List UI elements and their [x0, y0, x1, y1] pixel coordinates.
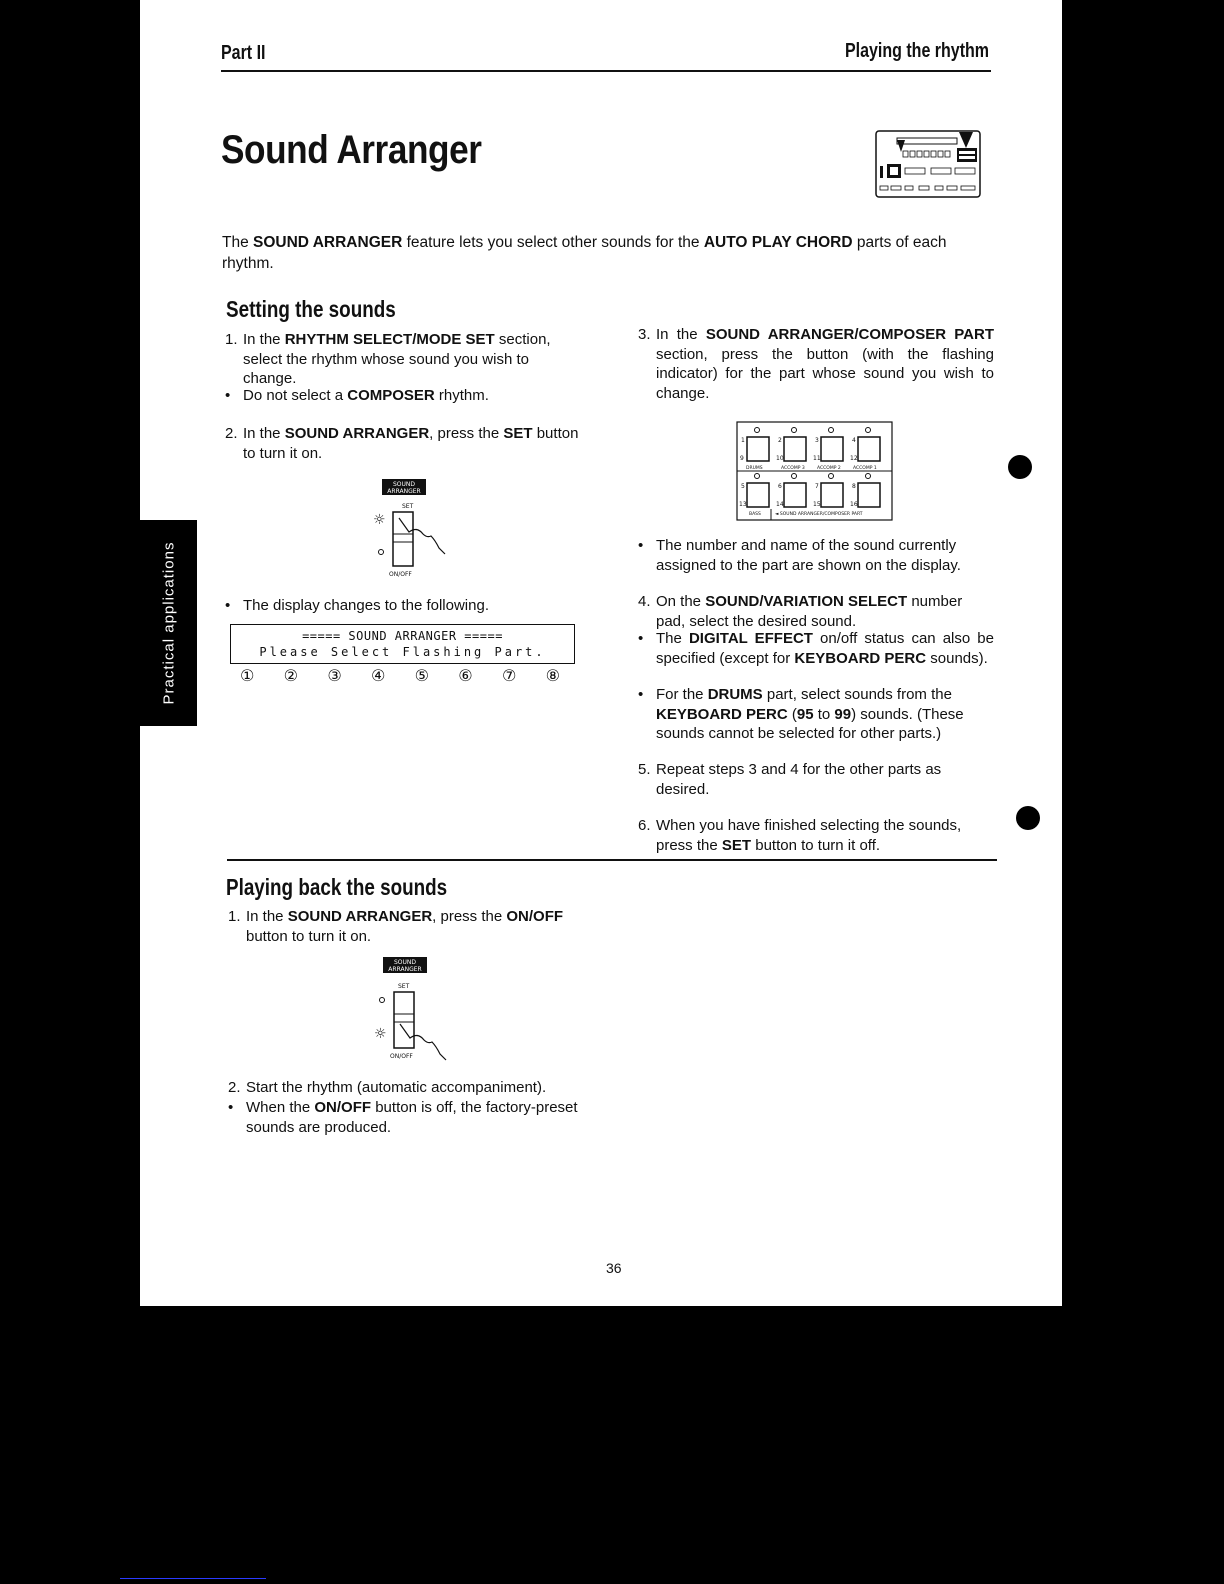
- page-number: 36: [606, 1260, 622, 1276]
- figure2-onoff-label: ON/OFF: [390, 1053, 413, 1060]
- step-4-note-1: • The DIGITAL EFFECT on/off status can also be specified (except for KEYBOARD PERC sounds).: [638, 630, 994, 667]
- step-1-note: • Do not select a COMPOSER rhythm.: [225, 387, 489, 404]
- composer-part-panel-figure: [735, 420, 915, 524]
- svg-text:13: 13: [739, 501, 747, 508]
- figure-badge-line2: ARRANGER: [387, 488, 421, 495]
- step-3: 3. In the SOUND ARRANGER/COMPOSER PART section, press the button (with the flashing indicator) for the part whose sound you wish to change.: [638, 326, 994, 402]
- playback-heading: Playing back the sounds: [226, 874, 448, 900]
- lcd-line-2: Please Select Flashing Part.: [259, 645, 546, 659]
- svg-text:9: 9: [740, 455, 744, 462]
- page-title: Sound Arranger: [221, 128, 482, 172]
- header-rule: [221, 70, 991, 72]
- lcd-display: [230, 624, 575, 664]
- svg-text:10: 10: [776, 455, 784, 462]
- side-tab-label: Practical applications: [160, 541, 177, 705]
- svg-text:8: 8: [852, 483, 856, 490]
- step-4-note-2: • For the DRUMS part, select sounds from the KEYBOARD PERC (95 to 99) sounds. (These sounds cannot be selected for other parts.): [638, 686, 964, 742]
- step-1: 1. In the RHYTHM SELECT/MODE SET section, select the rhythm whose sound you wish to change.: [225, 331, 551, 387]
- onoff-button-figure: [366, 954, 466, 1066]
- svg-text:7: 7: [815, 483, 819, 490]
- intro-paragraph: The SOUND ARRANGER feature lets you select other sounds for the AUTO PLAY CHORD parts of each rhythm.: [222, 234, 947, 272]
- lcd-position-numbers: ① ② ③ ④ ⑤ ⑥ ⑦ ⑧: [240, 668, 560, 685]
- svg-text:1: 1: [741, 437, 745, 444]
- svg-text:11: 11: [813, 455, 821, 462]
- svg-text:4: 4: [852, 437, 856, 444]
- part-label: Part II: [221, 42, 266, 64]
- svg-text:DRUMS: DRUMS: [746, 466, 763, 471]
- margin-dot: [1008, 455, 1032, 479]
- figure-badge-line1: SOUND: [392, 481, 416, 488]
- lcd-line-1: ===== SOUND ARRANGER =====: [302, 629, 503, 643]
- manual-page: [140, 0, 1062, 1306]
- margin-dot: [1016, 806, 1040, 830]
- figure2-badge-line2: ARRANGER: [388, 966, 422, 973]
- svg-text:BASS: BASS: [749, 512, 761, 517]
- step-6: 6. When you have finished selecting the sounds, press the SET button to turn it off.: [638, 817, 962, 854]
- playback-step-2: 2. Start the rhythm (automatic accompaniment).: [228, 1079, 547, 1096]
- svg-text:16: 16: [850, 501, 858, 508]
- figure2-set-label: SET: [398, 983, 410, 990]
- step-5: 5. Repeat steps 3 and 4 for the other parts as desired.: [638, 761, 942, 798]
- svg-text:2: 2: [778, 437, 782, 444]
- step-4: 4. On the SOUND/VARIATION SELECT number pad, select the desired sound.: [638, 593, 963, 630]
- bottom-link-line: [120, 1578, 266, 1579]
- playback-step-1: 1. In the SOUND ARRANGER, press the ON/OFF button to turn it on.: [228, 908, 564, 945]
- step-2: 2. In the SOUND ARRANGER, press the SET button to turn it on.: [225, 425, 579, 462]
- svg-text:ACCOMP 1: ACCOMP 1: [853, 466, 877, 471]
- svg-text:☼: ☼: [374, 1026, 387, 1042]
- set-button-figure: [365, 476, 465, 582]
- section-rule: [227, 859, 997, 861]
- svg-text:12: 12: [850, 455, 858, 462]
- svg-text:15: 15: [813, 501, 821, 508]
- step-3-note: • The number and name of the sound currently assigned to the part are shown on the display.: [638, 537, 961, 574]
- svg-text:◄ SOUND ARRANGER/COMPOSER PART: ◄ SOUND ARRANGER/COMPOSER PART: [775, 512, 863, 517]
- svg-text:6: 6: [778, 483, 782, 490]
- svg-text:3: 3: [815, 437, 819, 444]
- svg-text:ACCOMP 2: ACCOMP 2: [817, 466, 841, 471]
- setting-heading: Setting the sounds: [226, 296, 396, 322]
- figure-set-label: SET: [402, 503, 414, 510]
- step-2-note: • The display changes to the following.: [225, 597, 489, 614]
- control-panel-icon: [875, 130, 981, 200]
- svg-text:5: 5: [741, 483, 745, 490]
- side-tab: [140, 520, 197, 726]
- figure2-badge-line1: SOUND: [393, 959, 417, 966]
- svg-text:ACCOMP 3: ACCOMP 3: [781, 466, 805, 471]
- figure-onoff-label: ON/OFF: [389, 571, 412, 578]
- svg-text:14: 14: [776, 501, 784, 508]
- svg-text:☼: ☼: [373, 512, 386, 528]
- playback-step-2-note: • When the ON/OFF button is off, the factory-preset sounds are produced.: [228, 1099, 578, 1136]
- section-label: Playing the rhythm: [844, 40, 989, 62]
